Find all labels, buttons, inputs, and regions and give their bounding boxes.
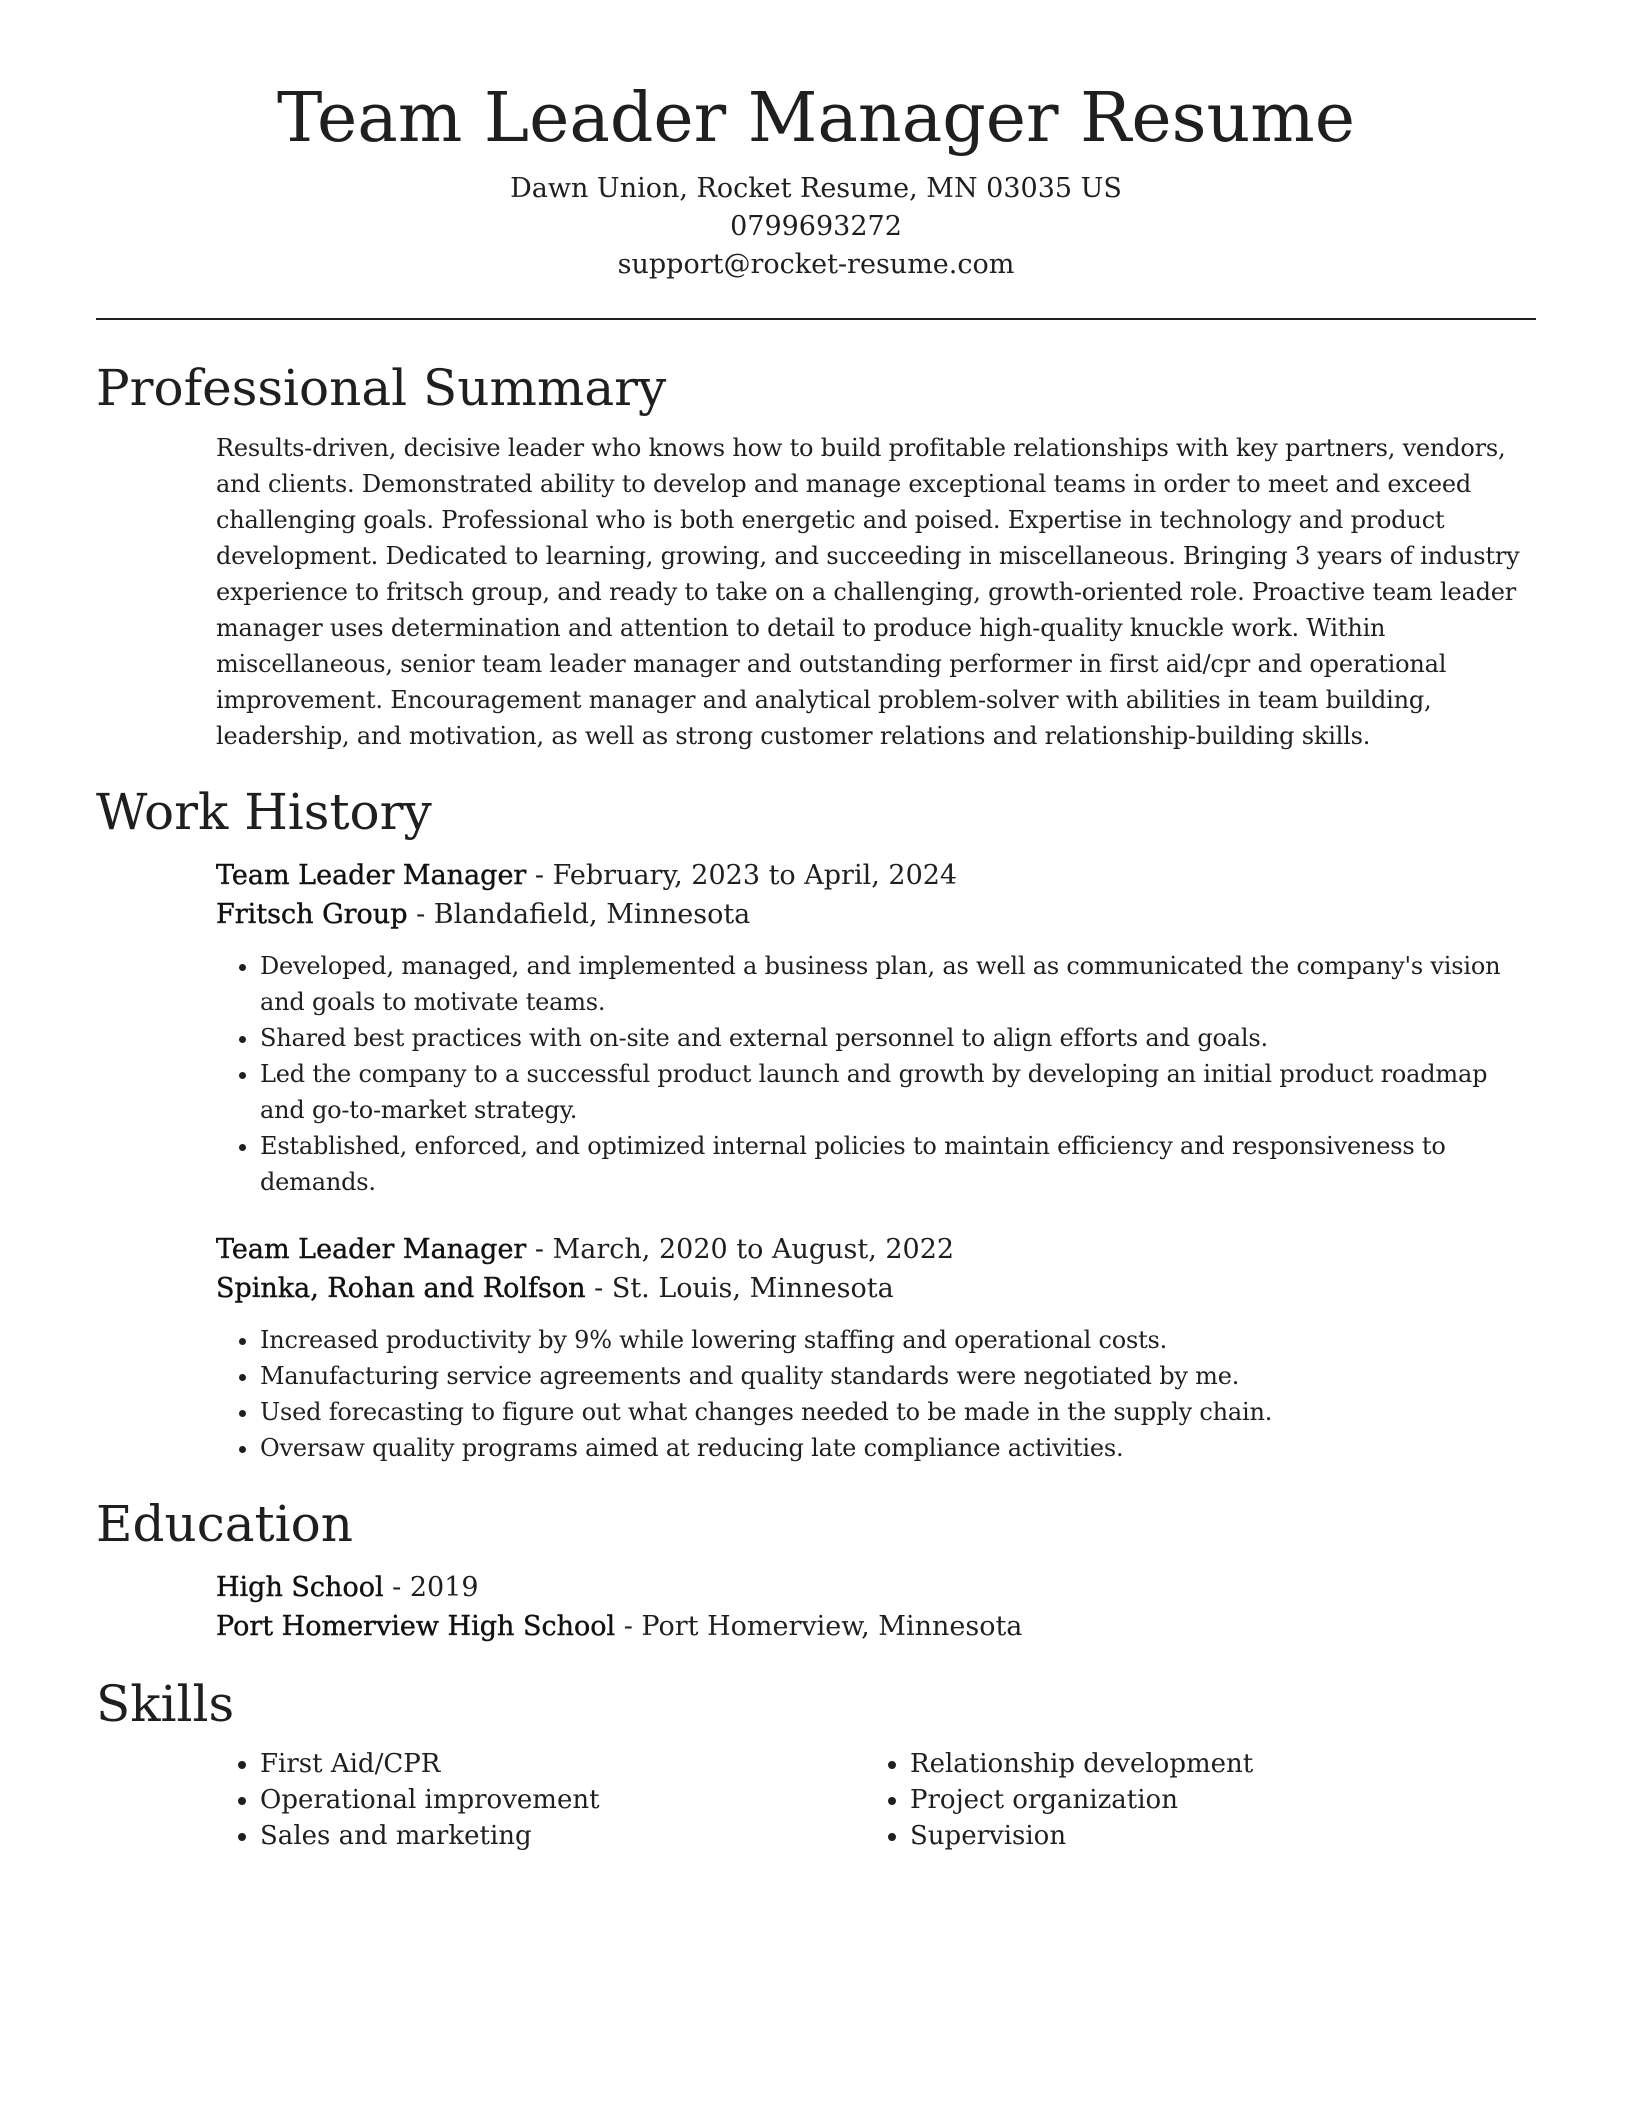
skill-item: • First Aid/CPR — [260, 1746, 866, 1782]
education-section — [96, 1494, 1536, 1646]
skill-item: • Supervision — [910, 1818, 1516, 1854]
job-bullet: • Oversaw quality programs aimed at reducing late compliance activities. — [260, 1430, 1536, 1466]
contact-info — [96, 170, 1536, 284]
job-company-line — [216, 1269, 1536, 1308]
job-location: - St. Louis, Minnesota — [585, 1273, 894, 1305]
header-divider — [96, 318, 1536, 320]
skill-item: • Sales and marketing — [260, 1818, 866, 1854]
job-bullet: • Established, enforced, and optimized internal policies to maintain efficiency and responsiveness to demands. — [260, 1128, 1536, 1200]
contact-phone: 0799693272 — [730, 211, 902, 243]
job-dates: - March, 2020 to August, 2022 — [526, 1234, 955, 1266]
skills-columns — [216, 1746, 1536, 1854]
resume-header — [96, 80, 1536, 284]
work-history-heading: Work History — [96, 783, 432, 842]
contact-email: support@rocket-resume.com — [617, 249, 1015, 281]
job-location: - Blandafield, Minnesota — [407, 899, 751, 931]
contact-address: Dawn Union, Rocket Resume, MN 03035 US — [510, 173, 1122, 205]
resume-title: Team Leader Manager Resume — [276, 79, 1356, 158]
job-bullets — [216, 1322, 1536, 1466]
job-bullet: • Shared best practices with on-site and external personnel to align efforts and goals. — [260, 1020, 1536, 1056]
job-bullet: • Led the company to a successful product launch and growth by developing an initial product roadmap and go-to-market strategy. — [260, 1056, 1536, 1128]
education-degree-line — [216, 1568, 1536, 1607]
job-entry — [216, 1230, 1536, 1466]
skill-item: • Operational improvement — [260, 1782, 866, 1818]
job-company: Spinka, Rohan and Rolfson — [216, 1273, 586, 1305]
education-heading: Education — [96, 1495, 353, 1554]
job-company: Fritsch Group — [216, 899, 408, 931]
job-title-line — [216, 856, 1536, 895]
job-entry — [216, 856, 1536, 1200]
education-school-line — [216, 1607, 1536, 1646]
education-location: - Port Homerview, Minnesota — [615, 1611, 1023, 1643]
skills-list-left — [216, 1746, 866, 1854]
job-title-line — [216, 1230, 1536, 1269]
job-title: Team Leader Manager — [216, 860, 527, 892]
summary-section — [96, 358, 1536, 754]
summary-text: Results-driven, decisive leader who knows how to build profitable relationships with key partners, vendors, and clients. Demonstrated ability to develop and manage exceptional teams in order to meet and exceed challenging goals. Professional who is both energetic and poised. Expertise in technology and product development. Dedicated to learning, growing, and succeeding in miscellaneous. Bringing 3 years of industry experience to fritsch group, and ready to take on a challenging, growth-oriented role. Proactive team leader manager uses determination and attention to detail to produce high-quality knuckle work. Within miscellaneous, senior team leader manager and outstanding performer in first aid/cpr and operational improvement. Encouragement manager and analytical problem-solver with abilities in team building, leadership, and motivation, as well as strong customer relations and relationship-building skills. — [216, 434, 1520, 751]
job-bullet: • Manufacturing service agreements and quality standards were negotiated by me. — [260, 1358, 1536, 1394]
skills-heading: Skills — [96, 1675, 235, 1734]
skills-list-right — [866, 1746, 1516, 1854]
education-school: Port Homerview High School — [216, 1611, 616, 1643]
education-degree: High School — [216, 1572, 384, 1604]
skill-item: • Project organization — [910, 1782, 1516, 1818]
job-bullet: • Used forecasting to figure out what changes needed to be made in the supply chain. — [260, 1394, 1536, 1430]
job-dates: - February, 2023 to April, 2024 — [526, 860, 958, 892]
resume-page — [96, 80, 1536, 1854]
skills-section — [96, 1674, 1536, 1854]
education-entry — [216, 1568, 1536, 1646]
job-bullet: • Increased productivity by 9% while lowering staffing and operational costs. — [260, 1322, 1536, 1358]
job-company-line — [216, 895, 1536, 934]
skill-item: • Relationship development — [910, 1746, 1516, 1782]
education-year: - 2019 — [383, 1572, 479, 1604]
job-bullets — [216, 948, 1536, 1200]
job-title: Team Leader Manager — [216, 1234, 527, 1266]
job-bullet: • Developed, managed, and implemented a business plan, as well as communicated the company's vision and goals to motivate teams. — [260, 948, 1536, 1020]
summary-heading: Professional Summary — [96, 359, 667, 418]
work-history-section — [96, 782, 1536, 1466]
